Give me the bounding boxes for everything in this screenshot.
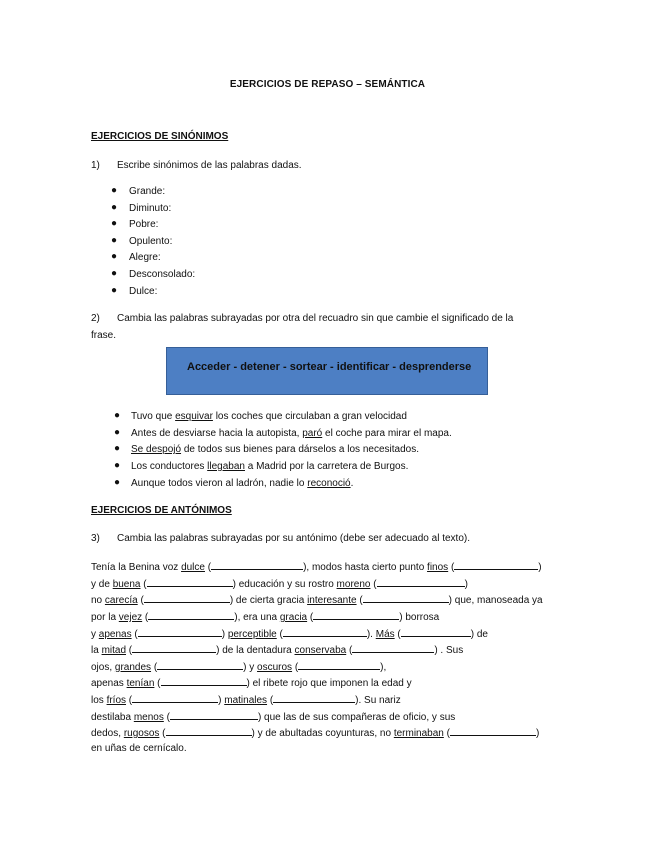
- underlined-word: dulce: [181, 562, 205, 573]
- question-text: Cambia las palabras subrayadas por otra del recuadro sin que cambie el significado de la: [117, 313, 514, 324]
- sentence-text: Los conductores: [131, 461, 208, 472]
- sentence-text: a Madrid por la carretera de Burgos.: [244, 461, 409, 472]
- underlined-word: Se despojó: [131, 444, 182, 455]
- answer-blank[interactable]: [283, 627, 367, 637]
- answer-blank[interactable]: [363, 593, 449, 603]
- underlined-word: moreno: [336, 579, 371, 590]
- underlined-word: buena: [112, 579, 141, 590]
- bullet-icon: ●: [111, 235, 118, 246]
- answer-blank[interactable]: [148, 610, 234, 620]
- underlined-word: terminaban: [393, 728, 444, 739]
- bullet-icon: ●: [111, 185, 118, 196]
- answer-blank[interactable]: [132, 693, 218, 703]
- answer-blank[interactable]: [298, 660, 380, 670]
- paragraph-line: los fríos ( ) matinales ( ). Su nariz: [91, 695, 401, 706]
- paragraph-line: y de buena ( ) educación y su rostro moreno ( ): [91, 579, 468, 590]
- synonym-word: Dulce:: [129, 286, 158, 297]
- underlined-word: menos: [133, 712, 164, 723]
- paragraph-line: destilaba menos ( ) que las de sus compañeras de oficio, y sus: [91, 712, 456, 723]
- section-heading-synonyms: EJERCICIOS DE SINÓNIMOS: [91, 131, 229, 142]
- sentence-text: los coches que circulaban a gran velocidad: [212, 411, 407, 422]
- sentence-text: Tuvo que: [131, 411, 176, 422]
- underlined-word: carecía: [104, 595, 138, 606]
- synonym-word: Grande:: [129, 186, 166, 197]
- underlined-word: paró: [302, 428, 323, 439]
- question-number: 3): [91, 533, 100, 544]
- paragraph-line: dedos, rugosos ( ) y de abultadas coyunturas, no terminaban ( ): [91, 728, 540, 739]
- underlined-word: fríos: [106, 695, 127, 706]
- answer-blank[interactable]: [144, 593, 230, 603]
- answer-blank[interactable]: [157, 660, 243, 670]
- sentence-text: Aunque todos vieron al ladrón, nadie lo: [131, 478, 308, 489]
- sentence-text: .: [350, 478, 354, 489]
- answer-blank[interactable]: [273, 693, 355, 703]
- question-number: 1): [91, 160, 100, 171]
- question-3: [91, 533, 470, 544]
- underlined-word: rugosos: [123, 728, 160, 739]
- answer-blank[interactable]: [211, 560, 303, 570]
- sentence-text: de todos sus bienes para dárselos a los necesitados.: [181, 444, 419, 455]
- section-heading-antonyms: EJERCICIOS DE ANTÓNIMOS: [91, 505, 232, 516]
- answer-blank[interactable]: [170, 710, 258, 720]
- answer-blank[interactable]: [313, 610, 399, 620]
- answer-blank[interactable]: [401, 627, 471, 637]
- answer-blank[interactable]: [138, 627, 222, 637]
- paragraph-line: y apenas ( ) perceptible ( ). Más ( ) de: [91, 629, 488, 640]
- question-text: Cambia las palabras subrayadas por su antónimo (debe ser adecuado al texto).: [117, 533, 470, 544]
- bullet-icon: ●: [111, 202, 118, 213]
- underlined-word: vejez: [118, 612, 143, 623]
- bullet-icon: ●: [111, 285, 118, 296]
- synonym-word: Pobre:: [129, 219, 159, 230]
- bullet-icon: ●: [114, 460, 121, 471]
- underlined-word: reconoció: [307, 478, 351, 489]
- question-number: 2): [91, 313, 100, 324]
- answer-blank[interactable]: [147, 577, 233, 587]
- answer-blank[interactable]: [161, 676, 247, 686]
- underlined-word: interesante: [307, 595, 357, 606]
- question-2-continuation: frase.: [91, 330, 117, 341]
- paragraph-line: Tenía la Benina voz dulce ( ), modos hasta cierto punto finos ( ): [91, 562, 542, 573]
- underlined-word: mitad: [101, 645, 127, 656]
- underlined-word: apenas: [98, 629, 132, 640]
- answer-blank[interactable]: [450, 726, 536, 736]
- synonym-word: Alegre:: [129, 252, 161, 263]
- paragraph-line: por la vejez ( ), era una gracia ( ) borrosa: [91, 612, 440, 623]
- underlined-word: gracia: [279, 612, 308, 623]
- page-title: EJERCICIOS DE REPASO – SEMÁNTICA: [229, 79, 426, 90]
- underlined-word: llegaban: [207, 461, 245, 472]
- underlined-word: perceptible: [227, 629, 277, 640]
- answer-blank[interactable]: [454, 560, 538, 570]
- paragraph-line: la mitad ( ) de la dentadura conservaba ( ) . Sus: [91, 645, 464, 656]
- question-1: [91, 160, 302, 171]
- synonym-word: Desconsolado:: [129, 269, 196, 280]
- sentence-text: el coche para mirar el mapa.: [322, 428, 452, 439]
- bullet-icon: ●: [114, 443, 121, 454]
- bullet-icon: ●: [111, 218, 118, 229]
- answer-blank[interactable]: [352, 643, 434, 653]
- synonym-word: Opulento:: [129, 236, 173, 247]
- underlined-word: tenían: [126, 678, 155, 689]
- bullet-icon: ●: [111, 268, 118, 279]
- underlined-word: Más: [375, 629, 395, 640]
- word-box-text: Acceder - detener - sortear - identificar - desprenderse: [187, 361, 472, 373]
- paragraph-line: no carecía ( ) de cierta gracia interesante ( ) que, manoseada ya: [91, 595, 543, 606]
- answer-blank[interactable]: [132, 643, 216, 653]
- paragraph-line: ojos, grandes ( ) y oscuros ( ),: [91, 662, 387, 673]
- word-box: [166, 347, 488, 395]
- paragraph-line: apenas tenían ( ) el ribete rojo que imponen la edad y: [91, 678, 412, 689]
- underlined-word: conservaba: [294, 645, 347, 656]
- underlined-word: grandes: [114, 662, 152, 673]
- underlined-word: oscuros: [257, 662, 293, 673]
- bullet-icon: ●: [114, 410, 121, 421]
- underlined-word: esquivar: [175, 411, 213, 422]
- sentence-text: Antes de desviarse hacia la autopista,: [131, 428, 303, 439]
- underlined-word: matinales: [224, 695, 268, 706]
- synonym-word: Diminuto:: [129, 203, 172, 214]
- question-2: [91, 313, 513, 324]
- paragraph-line: en uñas de cernícalo.: [91, 743, 187, 754]
- bullet-icon: ●: [114, 427, 121, 438]
- answer-blank[interactable]: [377, 577, 465, 587]
- question-text: Escribe sinónimos de las palabras dadas.: [117, 160, 302, 171]
- bullet-icon: ●: [114, 477, 121, 488]
- bullet-icon: ●: [111, 251, 118, 262]
- answer-blank[interactable]: [166, 726, 252, 736]
- underlined-word: finos: [427, 562, 449, 573]
